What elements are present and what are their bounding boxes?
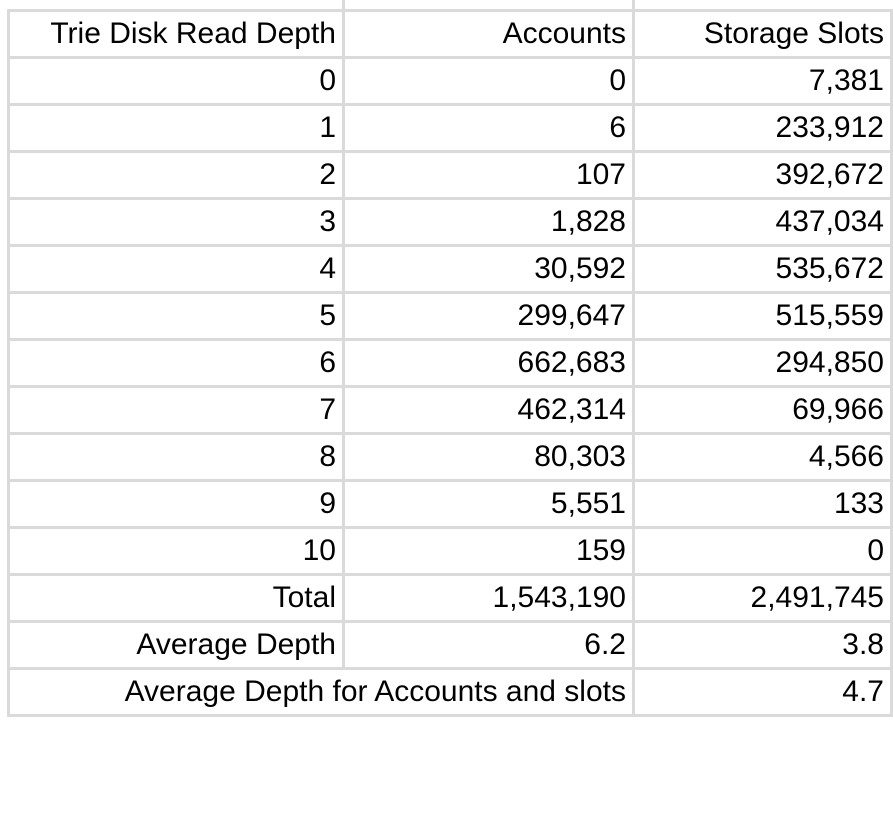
spreadsheet-table	[7, 9, 893, 717]
storage-cell[interactable]: 515,559	[634, 293, 892, 340]
depth-cell[interactable]: 3	[9, 199, 344, 246]
accounts-cell[interactable]: 6	[344, 105, 634, 152]
header-depth-cell[interactable]: Trie Disk Read Depth	[9, 11, 344, 58]
header-accounts-cell[interactable]: Accounts	[344, 11, 634, 58]
average-label-cell[interactable]: Average Depth	[9, 622, 344, 669]
table-row	[9, 481, 892, 528]
table-row	[9, 293, 892, 340]
combined-average-label-cell[interactable]: Average Depth for Accounts and slots	[9, 669, 634, 716]
header-storage-cell[interactable]: Storage Slots	[634, 11, 892, 58]
total-label-cell[interactable]: Total	[9, 575, 344, 622]
accounts-cell[interactable]: 80,303	[344, 434, 634, 481]
accounts-cell[interactable]: 0	[344, 58, 634, 105]
table-row	[9, 528, 892, 575]
storage-cell[interactable]: 437,034	[634, 199, 892, 246]
table-row	[9, 246, 892, 293]
combined-average-row	[9, 669, 892, 716]
average-accounts-cell[interactable]: 6.2	[344, 622, 634, 669]
depth-cell[interactable]: 8	[9, 434, 344, 481]
depth-cell[interactable]: 2	[9, 152, 344, 199]
storage-cell[interactable]: 233,912	[634, 105, 892, 152]
accounts-cell[interactable]: 1,828	[344, 199, 634, 246]
top-grid-edge	[0, 0, 893, 9]
total-row	[9, 575, 892, 622]
storage-cell[interactable]: 294,850	[634, 340, 892, 387]
column-divider	[632, 0, 635, 9]
accounts-cell[interactable]: 30,592	[344, 246, 634, 293]
table-row	[9, 387, 892, 434]
accounts-cell[interactable]: 107	[344, 152, 634, 199]
storage-cell[interactable]: 392,672	[634, 152, 892, 199]
average-row	[9, 622, 892, 669]
depth-cell[interactable]: 5	[9, 293, 344, 340]
depth-cell[interactable]: 1	[9, 105, 344, 152]
depth-cell[interactable]: 7	[9, 387, 344, 434]
storage-cell[interactable]: 4,566	[634, 434, 892, 481]
table-row	[9, 340, 892, 387]
table-row	[9, 199, 892, 246]
storage-cell[interactable]: 133	[634, 481, 892, 528]
accounts-cell[interactable]: 5,551	[344, 481, 634, 528]
table-row	[9, 434, 892, 481]
table-row	[9, 58, 892, 105]
storage-cell[interactable]: 535,672	[634, 246, 892, 293]
header-row	[9, 11, 892, 58]
storage-cell[interactable]: 69,966	[634, 387, 892, 434]
accounts-cell[interactable]: 159	[344, 528, 634, 575]
depth-cell[interactable]: 9	[9, 481, 344, 528]
accounts-cell[interactable]: 299,647	[344, 293, 634, 340]
depth-cell[interactable]: 4	[9, 246, 344, 293]
table-row	[9, 105, 892, 152]
total-accounts-cell[interactable]: 1,543,190	[344, 575, 634, 622]
accounts-cell[interactable]: 662,683	[344, 340, 634, 387]
depth-cell[interactable]: 0	[9, 58, 344, 105]
depth-cell[interactable]: 10	[9, 528, 344, 575]
combined-average-value-cell[interactable]: 4.7	[634, 669, 892, 716]
accounts-cell[interactable]: 462,314	[344, 387, 634, 434]
storage-cell[interactable]: 7,381	[634, 58, 892, 105]
depth-cell[interactable]: 6	[9, 340, 344, 387]
average-storage-cell[interactable]: 3.8	[634, 622, 892, 669]
table-row	[9, 152, 892, 199]
column-divider	[342, 0, 345, 9]
total-storage-cell[interactable]: 2,491,745	[634, 575, 892, 622]
storage-cell[interactable]: 0	[634, 528, 892, 575]
